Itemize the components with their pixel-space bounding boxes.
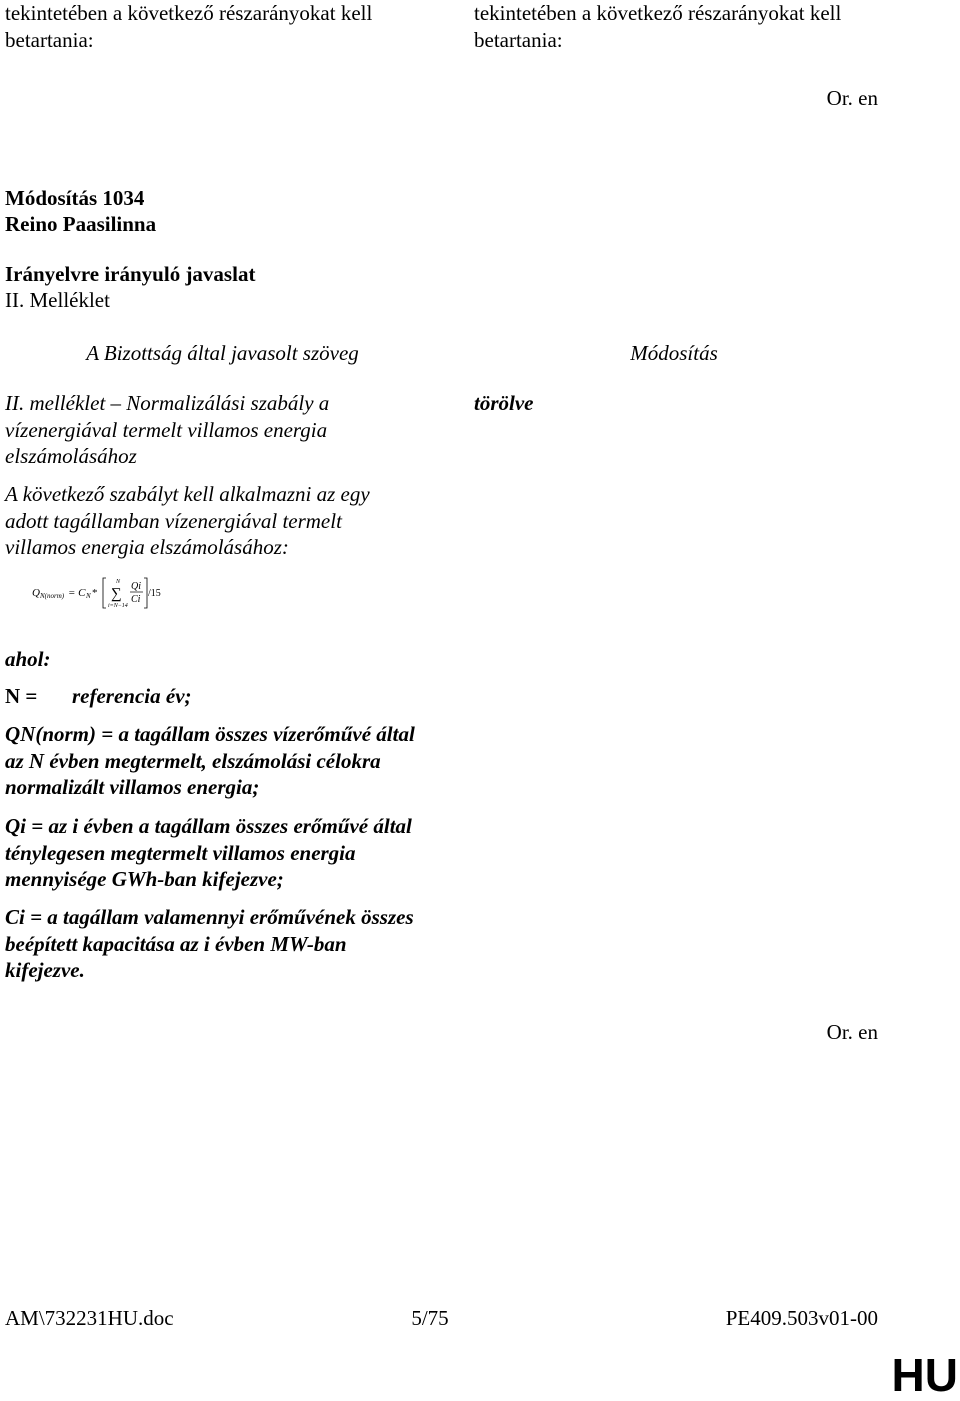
footer-language-code: HU: [891, 1349, 958, 1401]
original-language-1: Or. en: [826, 86, 878, 110]
amendment-author: Reino Paasilinna: [5, 212, 157, 236]
top-right-text: tekintetében a következő részarányokat kell betartania:: [474, 1, 842, 52]
amendment-header: Módosítás: [630, 341, 718, 365]
qi-definition: Qi = az i évben a tagállam összes erőművé által ténylegesen megtermelt villamos energia mennyisége GWh-ban kifejezve;: [5, 814, 412, 891]
footer-doc-ref: AM\732231HU.doc: [5, 1306, 174, 1330]
formula-divisor: /15: [148, 588, 161, 599]
deleted-label: törölve: [474, 391, 534, 415]
formula-q-sub: N(norm): [40, 592, 65, 600]
n-label: N =: [5, 684, 38, 708]
qn-definition: QN(norm) = a tagállam összes vízerőművé által az N évben megtermelt, elszámolási célokra normalizált villamos energia;: [5, 722, 415, 799]
formula-eq: = C: [68, 587, 86, 599]
formula-c-sub: N: [86, 592, 91, 600]
formula-sum-sign: ∑: [111, 586, 122, 602]
n-definition: referencia év;: [72, 684, 192, 708]
normalization-formula: [30, 574, 180, 614]
footer-pe-ref: PE409.503v01-00: [725, 1306, 878, 1330]
formula-numerator: Qi: [131, 581, 141, 592]
formula-denominator: Ci: [131, 594, 141, 605]
formula-star: *: [92, 587, 98, 599]
ci-definition: Ci = a tagállam valamennyi erőművének összes beépített kapacitása az i évben MW-ban kifejezve.: [5, 905, 414, 982]
footer-page-number: 5/75: [411, 1306, 449, 1330]
formula-sum-top: N: [116, 579, 121, 585]
annex-label: II. Melléklet: [5, 288, 110, 312]
formula-q: Q: [32, 587, 40, 599]
where-label: ahol:: [5, 647, 51, 671]
top-left-text: tekintetében a következő részarányokat kell betartania:: [5, 1, 373, 52]
amendment-title: Módosítás 1034: [5, 186, 145, 210]
formula-right-bracket: [144, 578, 147, 608]
commission-text-header: A Bizottság által javasolt szöveg: [86, 341, 359, 365]
formula-left-bracket: [103, 578, 106, 608]
original-language-2: Or. en: [826, 1020, 878, 1044]
annex-title: II. melléklet – Normalizálási szabály a vízenergiával termelt villamos energia elszámolásához: [5, 391, 330, 468]
formula-sum-bottom: i=N−14: [108, 603, 128, 609]
proposal-label: Irányelvre irányuló javaslat: [5, 262, 256, 286]
formula-graphic: [30, 574, 180, 614]
rule-intro: A következő szabályt kell alkalmazni az egy adott tagállamban vízenergiával termelt villamos energia elszámolásához:: [5, 482, 370, 559]
